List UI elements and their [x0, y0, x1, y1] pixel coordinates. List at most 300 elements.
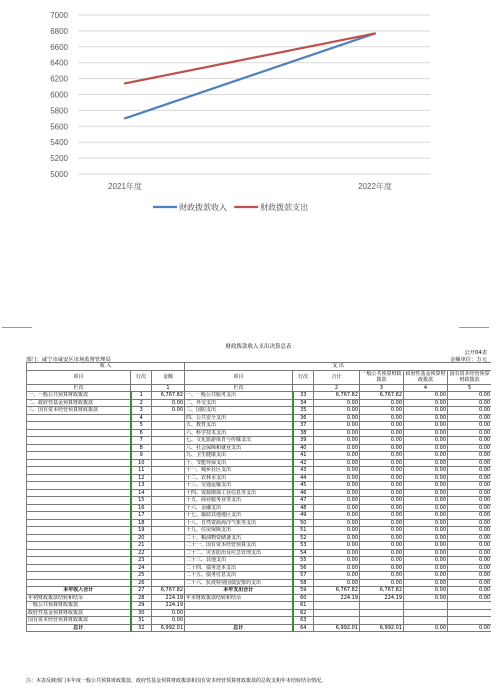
table-row — [27, 392, 492, 400]
table-cell: 十二、农林水支出 — [185, 474, 293, 482]
table-cell: 62 — [293, 609, 314, 617]
table-cell — [314, 617, 360, 625]
y-tick-label: 6800 — [50, 26, 68, 36]
table-cell: 0.00 — [152, 407, 185, 415]
table-cell — [152, 429, 185, 437]
totals-row — [27, 587, 492, 595]
table-cell: 0.00 — [314, 557, 360, 565]
table-cell — [27, 557, 131, 565]
table-cell — [27, 497, 131, 505]
table-cell: 6,767.82 — [360, 392, 404, 400]
table-cell: 6,767.82 — [360, 587, 404, 595]
table-cell — [27, 534, 131, 542]
table-cell: 0.00 — [360, 549, 404, 557]
table-cell: 6,767.82 — [314, 587, 360, 595]
table-cell: 0.00 — [360, 497, 404, 505]
table-row — [27, 474, 492, 482]
table-cell — [152, 467, 185, 475]
table-cell — [27, 452, 131, 460]
y-tick-label: 6600 — [50, 42, 68, 52]
table-cell: 0.00 — [360, 459, 404, 467]
table-cell: 0.00 — [314, 444, 360, 452]
y-tick-label: 5600 — [50, 122, 68, 132]
col-line-right: 行次 — [293, 370, 314, 384]
col-index-3: 3 — [360, 384, 404, 392]
table-cell: 6 — [131, 429, 152, 437]
table-cell: 0.00 — [360, 429, 404, 437]
table-cell: 19 — [131, 527, 152, 535]
table-cell: 二十五、债务付息支出 — [185, 572, 293, 580]
table-cell: 0.00 — [314, 564, 360, 572]
table-cell — [360, 617, 404, 625]
table-cell: 61 — [293, 602, 314, 610]
table-cell: 63 — [293, 617, 314, 625]
table-cell: 二十六、抗疫特别国债安排的支出 — [185, 579, 293, 587]
table-cell: 42 — [293, 459, 314, 467]
table-cell — [314, 609, 360, 617]
table-cell — [152, 534, 185, 542]
table-cell — [27, 504, 131, 512]
table-cell: 0.00 — [314, 474, 360, 482]
table-cell — [152, 489, 185, 497]
table-cell — [27, 527, 131, 535]
table-cell — [448, 617, 491, 625]
table-cell — [152, 519, 185, 527]
table-cell: 0.00 — [404, 579, 448, 587]
table-cell: 0.00 — [314, 512, 360, 520]
table-cell: 0.00 — [404, 399, 448, 407]
table-cell: 25 — [131, 572, 152, 580]
statement-title: 财政拨款收入支出决算总表 — [225, 344, 292, 350]
table-cell — [152, 482, 185, 490]
table-cell — [152, 542, 185, 550]
table-cell: 十、节能环保支出 — [185, 459, 293, 467]
table-cell — [27, 429, 131, 437]
table-cell: 十三、交通运输支出 — [185, 482, 293, 490]
table-cell: 64 — [293, 624, 314, 632]
col-line-left: 行次 — [131, 370, 152, 384]
table-cell: 0.00 — [448, 579, 491, 587]
table-cell: 本年收入合计 — [27, 587, 131, 595]
table-cell — [152, 527, 185, 535]
y-tick-label: 5000 — [50, 170, 68, 179]
table-cell: 0.00 — [360, 564, 404, 572]
table-cell: 0.00 — [448, 467, 491, 475]
table-cell — [152, 422, 185, 430]
table-cell: 51 — [293, 527, 314, 535]
empty-cell — [293, 384, 314, 392]
table-cell: 0.00 — [448, 557, 491, 565]
unit-label: 金额单位：万元 — [449, 357, 487, 363]
table-cell: 56 — [293, 564, 314, 572]
table-cell: 0.00 — [404, 572, 448, 580]
expense-header: 支 出 — [185, 363, 491, 371]
table-cell: 0.00 — [314, 579, 360, 587]
table-cell — [185, 602, 293, 610]
table-cell: 三、国有资本经营预算财政拨款 — [27, 407, 131, 415]
table-cell — [152, 557, 185, 565]
table-cell: 38 — [293, 429, 314, 437]
table-cell — [27, 437, 131, 445]
table-cell: 0.00 — [448, 587, 491, 595]
table-cell — [27, 459, 131, 467]
table-cell: 6,767.82 — [314, 392, 360, 400]
balance-row — [27, 617, 492, 625]
table-cell: 0.00 — [404, 429, 448, 437]
table-cell: 57 — [293, 572, 314, 580]
table-cell: 0.00 — [360, 542, 404, 550]
table-cell — [27, 422, 131, 430]
table-cell: 0.00 — [314, 497, 360, 505]
table-cell: 6,767.82 — [152, 392, 185, 400]
table-cell: 0.00 — [404, 459, 448, 467]
table-cell: 二十一、国有资本经营预算支出 — [185, 542, 293, 550]
header-row-group — [27, 363, 492, 371]
table-row — [27, 534, 492, 542]
table-cell: 0.00 — [404, 437, 448, 445]
sheet-edge-right — [459, 327, 489, 328]
table-cell: 0.00 — [360, 407, 404, 415]
table-cell: 十六、金融支出 — [185, 504, 293, 512]
table-cell: 2 — [131, 399, 152, 407]
column-index-row — [27, 384, 492, 392]
table-row — [27, 407, 492, 415]
table-cell: 十五、商业服务业等支出 — [185, 497, 293, 505]
table-row — [27, 422, 492, 430]
table-cell: 年初财政拨款结转和结余 — [27, 594, 131, 602]
table-cell: 总计 — [185, 624, 293, 632]
balance-row — [27, 602, 492, 610]
table-cell: 13 — [131, 482, 152, 490]
table-cell: 0.00 — [314, 407, 360, 415]
table-cell: 0.00 — [448, 392, 491, 400]
table-cell: 0.00 — [314, 549, 360, 557]
table-cell: 36 — [293, 414, 314, 422]
table-cell — [152, 564, 185, 572]
table-cell: 0.00 — [360, 519, 404, 527]
table-cell: 0.00 — [404, 519, 448, 527]
table-cell: 0.00 — [360, 399, 404, 407]
table-cell: 0.00 — [314, 422, 360, 430]
table-cell: 6,992.01 — [360, 624, 404, 632]
table-cell: 0.00 — [314, 437, 360, 445]
table-cell: 41 — [293, 452, 314, 460]
table-cell: 0.00 — [404, 542, 448, 550]
table-cell — [448, 609, 491, 617]
table-row — [27, 549, 492, 557]
table-row — [27, 527, 492, 535]
table-cell: 29 — [131, 602, 152, 610]
col-label-left: 栏次 — [27, 384, 131, 392]
table-cell: 18 — [131, 519, 152, 527]
table-cell: 0.00 — [404, 497, 448, 505]
table-cell: 总计 — [27, 624, 131, 632]
table-cell: 0.00 — [448, 414, 491, 422]
table-cell: 0.00 — [448, 504, 491, 512]
table-cell: 0.00 — [404, 422, 448, 430]
table-cell — [152, 414, 185, 422]
table-cell: 0.00 — [448, 422, 491, 430]
table-cell: 55 — [293, 557, 314, 565]
table-cell: 0.00 — [314, 542, 360, 550]
table-row — [27, 504, 492, 512]
table-cell: 二十四、债务还本支出 — [185, 564, 293, 572]
table-cell: 0.00 — [448, 564, 491, 572]
col-amount: 金额 — [152, 370, 185, 384]
sheet-edge-left — [2, 327, 32, 328]
table-row — [27, 572, 492, 580]
table-cell: 0.00 — [314, 482, 360, 490]
table-cell: 0.00 — [448, 452, 491, 460]
table-cell: 二、外交支出 — [185, 399, 293, 407]
table-cell: 0.00 — [404, 444, 448, 452]
table-cell — [27, 474, 131, 482]
table-cell — [27, 482, 131, 490]
table-cell — [152, 572, 185, 580]
table-cell: 31 — [131, 617, 152, 625]
table-cell: 二、政府性基金预算财政拨款 — [27, 399, 131, 407]
table-cell: 二十二、灾害防治及应急管理支出 — [185, 549, 293, 557]
table-cell: 十一、城乡社区支出 — [185, 467, 293, 475]
table-cell: 0.00 — [314, 429, 360, 437]
table-cell: 0.00 — [448, 407, 491, 415]
table-cell: 23 — [131, 557, 152, 565]
footnote: 注：本表反映部门本年度一般公共预算财政拨款、政府性基金预算财政拨款和国有资本经营预算财政拨款的总收支和年末结转结余情况。 — [26, 678, 327, 684]
table-cell: 50 — [293, 519, 314, 527]
col-state-capital: 国有资本经营预算财政拨款 — [448, 370, 491, 384]
table-row — [27, 414, 492, 422]
table-cell — [27, 549, 131, 557]
table-cell: 53 — [293, 542, 314, 550]
table-cell: 6,767.82 — [152, 587, 185, 595]
y-tick-label: 7000 — [50, 11, 68, 20]
table-cell — [27, 572, 131, 580]
table-cell: 0.00 — [360, 414, 404, 422]
col-index-2: 2 — [314, 384, 360, 392]
table-cell — [360, 602, 404, 610]
table-cell: 0.00 — [404, 527, 448, 535]
table-cell: 5 — [131, 422, 152, 430]
table-cell — [152, 452, 185, 460]
y-tick-label: 6400 — [50, 58, 68, 68]
table-cell — [27, 444, 131, 452]
legend-label-0: 财政拨款收入 — [179, 203, 227, 212]
table-cell: 6,992.01 — [152, 624, 185, 632]
table-cell — [27, 579, 131, 587]
table-cell: 43 — [293, 467, 314, 475]
table-cell — [152, 512, 185, 520]
table-cell: 27 — [131, 587, 152, 595]
table-cell — [185, 617, 293, 625]
table-cell: 1 — [131, 392, 152, 400]
table-cell: 224.19 — [152, 594, 185, 602]
table-cell: 39 — [293, 437, 314, 445]
table-cell: 0.00 — [448, 459, 491, 467]
y-tick-label: 5400 — [50, 138, 68, 148]
table-cell: 3 — [131, 407, 152, 415]
table-cell: 0.00 — [360, 534, 404, 542]
table-cell: 六、科学技术支出 — [185, 429, 293, 437]
table-cell: 十四、资源勘探工业信息等支出 — [185, 489, 293, 497]
table-cell — [360, 609, 404, 617]
table-cell: 0.00 — [448, 444, 491, 452]
table-cell: 0.00 — [404, 482, 448, 490]
table-cell: 12 — [131, 474, 152, 482]
table-cell — [404, 617, 448, 625]
table-cell: 0.00 — [448, 399, 491, 407]
table-cell: 0.00 — [360, 482, 404, 490]
col-index-5: 5 — [448, 384, 491, 392]
table-cell: 0.00 — [360, 527, 404, 535]
balance-row — [27, 594, 492, 602]
table-cell: 0.00 — [404, 452, 448, 460]
table-cell: 35 — [293, 407, 314, 415]
table-cell: 0.00 — [314, 452, 360, 460]
table-cell: 32 — [131, 624, 152, 632]
table-cell: 0.00 — [448, 474, 491, 482]
table-row — [27, 452, 492, 460]
table-cell: 6,992.01 — [314, 624, 360, 632]
table-cell: 59 — [293, 587, 314, 595]
table-cell — [27, 512, 131, 520]
table-row — [27, 557, 492, 565]
table-row — [27, 482, 492, 490]
table-cell — [27, 564, 131, 572]
table-row — [27, 437, 492, 445]
balance-row — [27, 609, 492, 617]
table-cell: 28 — [131, 594, 152, 602]
table-cell: 20 — [131, 534, 152, 542]
table-cell: 54 — [293, 549, 314, 557]
table-cell: 0.00 — [448, 519, 491, 527]
table-cell: 0.00 — [448, 542, 491, 550]
table-row — [27, 489, 492, 497]
table-cell — [404, 609, 448, 617]
table-cell: 0.00 — [404, 557, 448, 565]
table-row — [27, 444, 492, 452]
table-cell: 44 — [293, 474, 314, 482]
table-cell: 国有资本经营预算财政拨款 — [27, 617, 131, 625]
table-cell: 二十三、其他支出 — [185, 557, 293, 565]
table-cell: 0.00 — [404, 407, 448, 415]
table-cell: 224.19 — [360, 594, 404, 602]
table-cell: 十七、援助其他地区支出 — [185, 512, 293, 520]
y-tick-label: 5800 — [50, 106, 68, 116]
table-cell: 15 — [131, 497, 152, 505]
table-cell: 14 — [131, 489, 152, 497]
table-cell: 0.00 — [448, 534, 491, 542]
table-cell: 本年支出合计 — [185, 587, 293, 595]
table-cell: 0.00 — [404, 489, 448, 497]
table-cell: 21 — [131, 542, 152, 550]
table-cell: 0.00 — [360, 579, 404, 587]
table-cell: 0.00 — [448, 437, 491, 445]
table-cell: 0.00 — [314, 572, 360, 580]
x-tick-label: 2021年度 — [108, 182, 142, 191]
table-cell: 年末财政拨款结转和结余 — [185, 594, 293, 602]
table-cell: 一般公共预算财政拨款 — [27, 602, 131, 610]
table-row — [27, 542, 492, 550]
table-cell: 224.19 — [314, 594, 360, 602]
statement-table — [26, 362, 491, 632]
table-cell: 0.00 — [404, 414, 448, 422]
table-cell: 34 — [293, 399, 314, 407]
table-row — [27, 564, 492, 572]
table-cell: 58 — [293, 579, 314, 587]
table-cell: 0.00 — [448, 429, 491, 437]
table-cell: 24 — [131, 564, 152, 572]
table-cell — [314, 602, 360, 610]
table-cell — [152, 444, 185, 452]
grand-total-row — [27, 624, 492, 632]
table-cell — [152, 579, 185, 587]
table-cell — [152, 504, 185, 512]
table-cell: 0.00 — [404, 474, 448, 482]
col-item-left: 项目 — [27, 370, 131, 384]
table-row — [27, 497, 492, 505]
table-cell: 0.00 — [360, 437, 404, 445]
table-cell: 17 — [131, 512, 152, 520]
table-cell — [27, 542, 131, 550]
table-cell: 0.00 — [448, 527, 491, 535]
table-cell: 0.00 — [314, 504, 360, 512]
col-item-right: 项目 — [185, 370, 293, 384]
table-cell: 37 — [293, 422, 314, 430]
table-cell: 40 — [293, 444, 314, 452]
table-cell: 0.00 — [314, 399, 360, 407]
chart-svg — [0, 0, 503, 230]
table-cell — [152, 437, 185, 445]
table-cell: 16 — [131, 504, 152, 512]
table-cell — [27, 519, 131, 527]
table-cell: 49 — [293, 512, 314, 520]
table-cell: 11 — [131, 467, 152, 475]
table-cell: 五、教育支出 — [185, 422, 293, 430]
col-index-1: 1 — [152, 384, 185, 392]
table-cell: 0.00 — [448, 624, 491, 632]
table-cell: 0.00 — [360, 452, 404, 460]
table-cell: 四、公共安全支出 — [185, 414, 293, 422]
table-cell: 0.00 — [448, 482, 491, 490]
y-tick-label: 5200 — [50, 154, 68, 164]
table-cell: 0.00 — [360, 474, 404, 482]
table-cell: 0.00 — [314, 489, 360, 497]
col-total: 合计 — [314, 370, 360, 384]
empty-cell — [131, 384, 152, 392]
table-cell: 0.00 — [152, 609, 185, 617]
department-label: 部门：咸宁市咸安区市场监督管理局 — [26, 357, 111, 363]
line-chart — [0, 0, 503, 230]
table-cell: 26 — [131, 579, 152, 587]
table-cell: 4 — [131, 414, 152, 422]
table-cell: 一、一般公共预算财政拨款 — [27, 392, 131, 400]
table-cell: 0.00 — [360, 489, 404, 497]
table-cell: 47 — [293, 497, 314, 505]
table-cell: 8 — [131, 444, 152, 452]
table-cell: 9 — [131, 452, 152, 460]
col-index-4: 4 — [404, 384, 448, 392]
x-tick-label: 2022年度 — [358, 182, 392, 191]
table-cell — [152, 497, 185, 505]
y-tick-label: 6000 — [50, 90, 68, 100]
table-cell: 0.00 — [360, 444, 404, 452]
table-cell: 22 — [131, 549, 152, 557]
table-cell: 0.00 — [448, 512, 491, 520]
table-cell: 0.00 — [314, 534, 360, 542]
y-tick-label: 6200 — [50, 74, 68, 84]
table-cell: 0.00 — [404, 624, 448, 632]
table-cell: 政府性基金预算财政拨款 — [27, 609, 131, 617]
